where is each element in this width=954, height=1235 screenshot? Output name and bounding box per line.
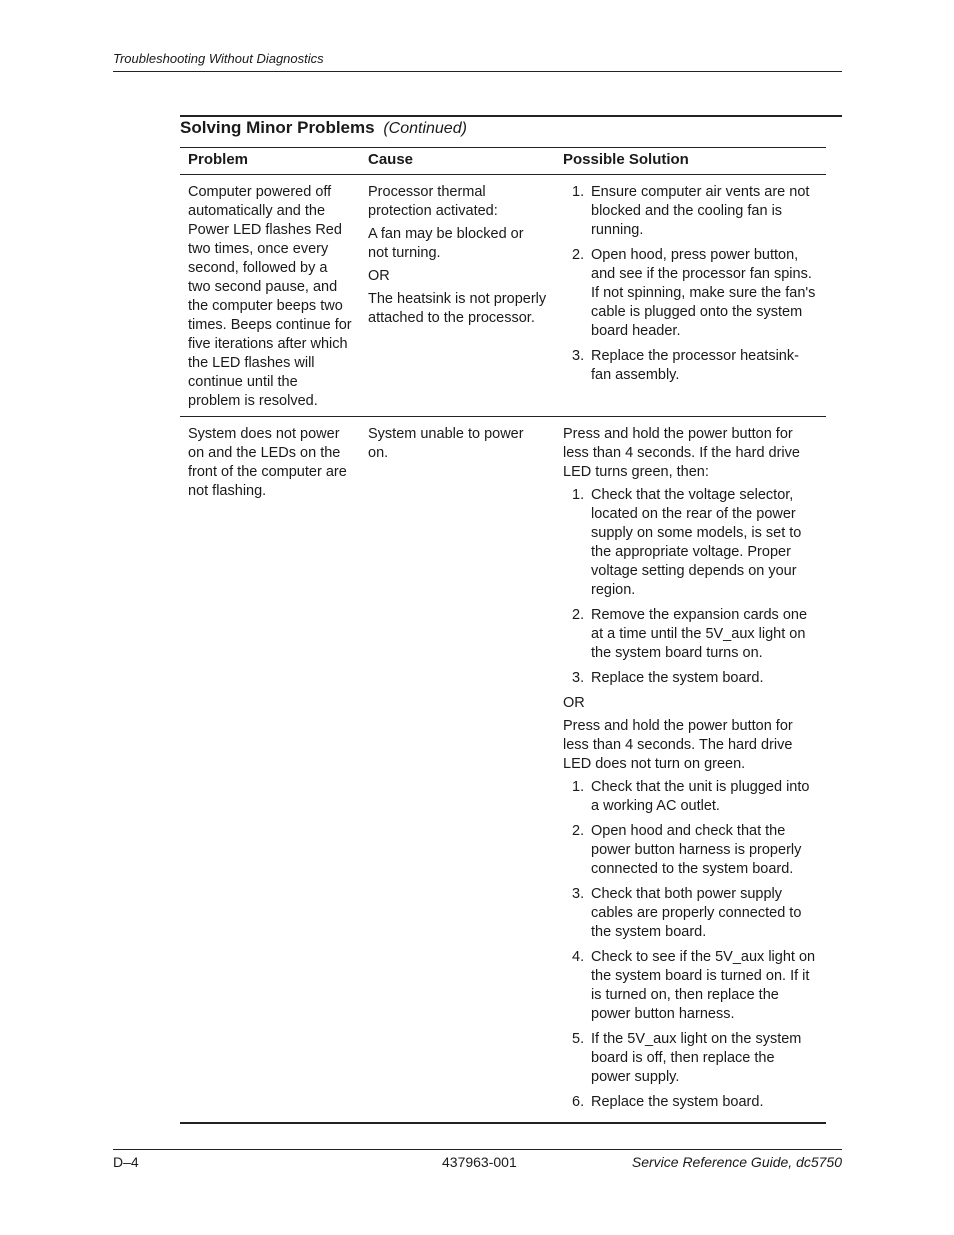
step-number: 2. <box>572 823 585 839</box>
solution-intro: Press and hold the power button for less than 4 seconds. The hard drive LED does not turn on green. <box>563 718 793 772</box>
step-number: 1. <box>572 184 585 200</box>
solution-cell <box>555 417 826 1124</box>
cause-text: The heatsink is not properly attached to the processor. <box>368 291 547 326</box>
step-number: 1. <box>572 487 585 503</box>
solution-step <box>563 606 818 663</box>
step-text: Check that the unit is plugged into a working AC outlet. <box>591 779 810 814</box>
step-text: If the 5V_aux light on the system board is off, then replace the power supply. <box>591 1031 802 1085</box>
step-text: Remove the expansion cards one at a time until the 5V_aux light on the system board turns on. <box>591 607 808 661</box>
solution-step <box>563 183 818 240</box>
step-text: Check that the voltage selector, located on the rear of the power supply on some models, is set to the appropriate voltage. Proper voltage setting depends on your region. <box>591 487 802 598</box>
footer-rule <box>113 1149 842 1150</box>
column-header-problem: Problem <box>180 148 360 175</box>
table-row <box>180 417 826 1124</box>
footer-doc-number: 437963-001 <box>442 1154 517 1170</box>
running-head: Troubleshooting Without Diagnostics <box>113 51 324 66</box>
step-number: 6. <box>572 1094 585 1110</box>
step-number: 3. <box>572 670 585 686</box>
step-text: Check that both power supply cables are properly connected to the system board. <box>591 886 802 940</box>
solution-step <box>563 885 818 942</box>
troubleshooting-table <box>180 147 826 1124</box>
solution-step <box>563 1093 818 1112</box>
cause-text: Processor thermal protection activated: <box>368 184 498 219</box>
step-text: Open hood, press power button, and see if the processor fan spins. If not spinning, make sure the fan's cable is plugged onto the system board header. <box>591 247 816 339</box>
step-text: Replace the processor heatsink-fan assembly. <box>591 348 799 383</box>
cause-or: OR <box>368 268 390 284</box>
step-number: 3. <box>572 886 585 902</box>
footer-page-number: D–4 <box>113 1154 139 1170</box>
table-top-rule <box>180 115 842 117</box>
cause-text: A fan may be blocked or not turning. <box>368 226 524 261</box>
step-text: Open hood and check that the power button harness is properly connected to the system board. <box>591 823 802 877</box>
solution-intro: Press and hold the power button for less than 4 seconds. If the hard drive LED turns green, then: <box>563 426 800 480</box>
solution-step <box>563 486 818 600</box>
problem-cell: System does not power on and the LEDs on the front of the computer are not flashing. <box>180 417 360 1124</box>
footer-guide-title: Service Reference Guide, dc5750 <box>631 1154 842 1170</box>
step-text: Ensure computer air vents are not blocked and the cooling fan is running. <box>591 184 810 238</box>
header-rule <box>113 71 842 72</box>
solution-step <box>563 778 818 816</box>
solution-steps <box>563 183 818 385</box>
step-text: Check to see if the 5V_aux light on the system board is turned on. If it is turned on, then replace the power button harness. <box>591 949 816 1022</box>
solution-steps <box>563 778 818 1112</box>
step-number: 1. <box>572 779 585 795</box>
solution-or: OR <box>563 695 585 711</box>
problem-cell: Computer powered off automatically and the Power LED flashes Red two times, once every second, followed by a two second pause, and the computer beeps two times. Beeps continue for five iterations after which the LED flashes will continue until the problem is resolved. <box>180 175 360 417</box>
solution-step <box>563 822 818 879</box>
table-title-text: Solving Minor Problems <box>180 118 375 137</box>
step-number: 2. <box>572 247 585 263</box>
solution-steps <box>563 486 818 688</box>
table-title <box>180 118 467 138</box>
step-number: 4. <box>572 949 585 965</box>
solution-step <box>563 246 818 341</box>
cause-cell <box>360 175 555 417</box>
step-text: Replace the system board. <box>591 670 764 686</box>
table-header-row <box>180 148 826 175</box>
column-header-cause: Cause <box>360 148 555 175</box>
solution-step <box>563 948 818 1024</box>
solution-cell <box>555 175 826 417</box>
step-text: Replace the system board. <box>591 1094 764 1110</box>
column-header-solution: Possible Solution <box>555 148 826 175</box>
step-number: 5. <box>572 1031 585 1047</box>
solution-step <box>563 347 818 385</box>
solution-step <box>563 1030 818 1087</box>
table-title-suffix: (Continued) <box>383 120 467 137</box>
cause-cell: System unable to power on. <box>360 417 555 1124</box>
step-number: 2. <box>572 607 585 623</box>
step-number: 3. <box>572 348 585 364</box>
table-row <box>180 175 826 417</box>
solution-step <box>563 669 818 688</box>
